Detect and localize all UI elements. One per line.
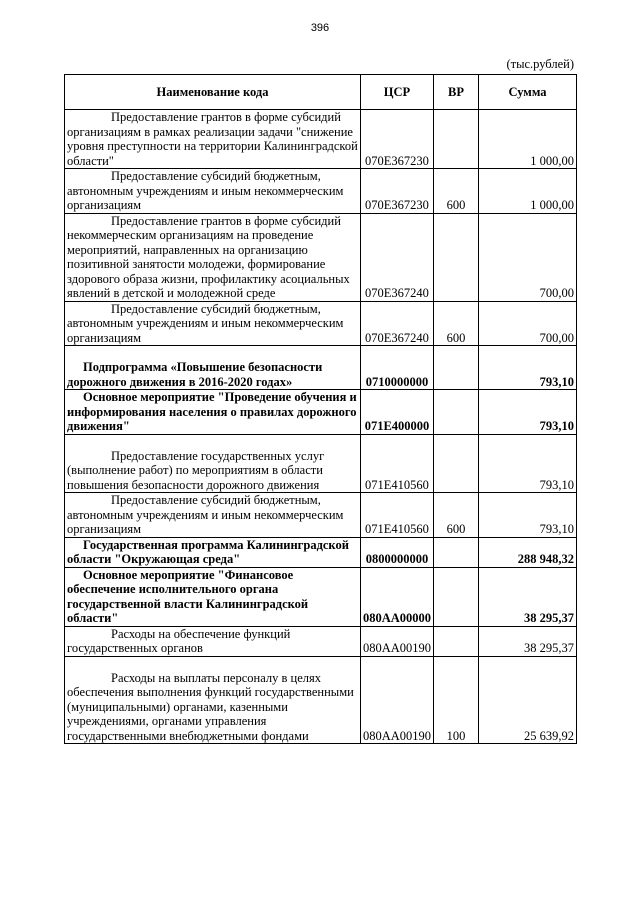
row-sum: 25 639,92	[479, 656, 577, 744]
table-row	[65, 110, 577, 169]
header-sum: Сумма	[479, 75, 577, 110]
table-row	[65, 537, 577, 567]
table-row	[65, 626, 577, 656]
row-name: Основное мероприятие "Финансовое обеспечение исполнительного органа государственной власти Калининградской области"	[65, 567, 361, 626]
page-number: 396	[310, 22, 330, 34]
table-row	[65, 493, 577, 538]
table-row	[65, 213, 577, 301]
row-vr	[434, 434, 479, 493]
row-name: Подпрограмма «Повышение безопасности дорожного движения в 2016-2020 годах»	[65, 346, 361, 390]
row-vr: 600	[434, 301, 479, 346]
row-code: 0800000000	[361, 537, 434, 567]
row-sum: 1 000,00	[479, 169, 577, 214]
row-sum: 288 948,32	[479, 537, 577, 567]
row-code: 070E367240	[361, 301, 434, 346]
row-vr	[434, 567, 479, 626]
row-vr	[434, 213, 479, 301]
table-row	[65, 567, 577, 626]
row-name: Предоставление субсидий бюджетным, автономным учреждениям и иным некоммерческим организациям	[65, 301, 361, 346]
row-name: Предоставление грантов в форме субсидий некоммерческим организациям на проведение мероприятий, направленных на организацию позитивной занятости молодежи, формирование здорового образа жизни, профилактику асоциальных явлений в детской и молодежной среде	[65, 213, 361, 301]
row-sum: 793,10	[479, 346, 577, 390]
row-code: 080АА00190	[361, 626, 434, 656]
row-sum: 793,10	[479, 493, 577, 538]
row-vr: 600	[434, 169, 479, 214]
row-sum: 38 295,37	[479, 567, 577, 626]
row-code: 071E400000	[361, 390, 434, 435]
table-row	[65, 656, 577, 744]
table-header-row	[65, 75, 577, 110]
row-name: Предоставление субсидий бюджетным, автономным учреждениям и иным некоммерческим организациям	[65, 493, 361, 538]
row-sum: 1 000,00	[479, 110, 577, 169]
row-vr: 100	[434, 656, 479, 744]
row-code: 0710000000	[361, 346, 434, 390]
table-row	[65, 434, 577, 493]
row-sum: 793,10	[479, 434, 577, 493]
row-code: 080АА00190	[361, 656, 434, 744]
row-vr	[434, 626, 479, 656]
row-name: Предоставление грантов в форме субсидий организациям в рамках реализации задачи "снижение уровня преступности на территории Калининградской области"	[65, 110, 361, 169]
row-code: 070E367240	[361, 213, 434, 301]
table-row	[65, 346, 577, 390]
header-vr: ВР	[434, 75, 479, 110]
table-row	[65, 301, 577, 346]
row-sum: 700,00	[479, 301, 577, 346]
row-code: 070E367230	[361, 169, 434, 214]
header-code: ЦСР	[361, 75, 434, 110]
table-row	[65, 169, 577, 214]
row-name: Основное мероприятие "Проведение обучения и информирования населения о правилах дорожного движения"	[65, 390, 361, 435]
row-name: Расходы на выплаты персоналу в целях обеспечения выполнения функций государственными (муниципальными) органами, казенными учреждениями, органами управления государственными внебюджетными фондами	[65, 656, 361, 744]
row-name: Предоставление государственных услуг (выполнение работ) по мероприятиям в области повышения безопасности дорожного движения	[65, 434, 361, 493]
row-vr	[434, 346, 479, 390]
row-sum: 793,10	[479, 390, 577, 435]
row-name: Предоставление субсидий бюджетным, автономным учреждениям и иным некоммерческим организациям	[65, 169, 361, 214]
row-vr	[434, 110, 479, 169]
row-code: 071E410560	[361, 493, 434, 538]
row-vr	[434, 537, 479, 567]
row-vr: 600	[434, 493, 479, 538]
budget-table	[64, 74, 577, 744]
row-code: 080АА00000	[361, 567, 434, 626]
row-vr	[434, 390, 479, 435]
row-code: 071E410560	[361, 434, 434, 493]
row-name: Расходы на обеспечение функций государственных органов	[65, 626, 361, 656]
row-name: Государственная программа Калининградской области "Окружающая среда"	[65, 537, 361, 567]
units-label: (тыс.рублей)	[506, 57, 574, 71]
row-sum: 38 295,37	[479, 626, 577, 656]
table-row	[65, 390, 577, 435]
row-sum: 700,00	[479, 213, 577, 301]
row-code: 070E367230	[361, 110, 434, 169]
header-name: Наименование кода	[65, 75, 361, 110]
